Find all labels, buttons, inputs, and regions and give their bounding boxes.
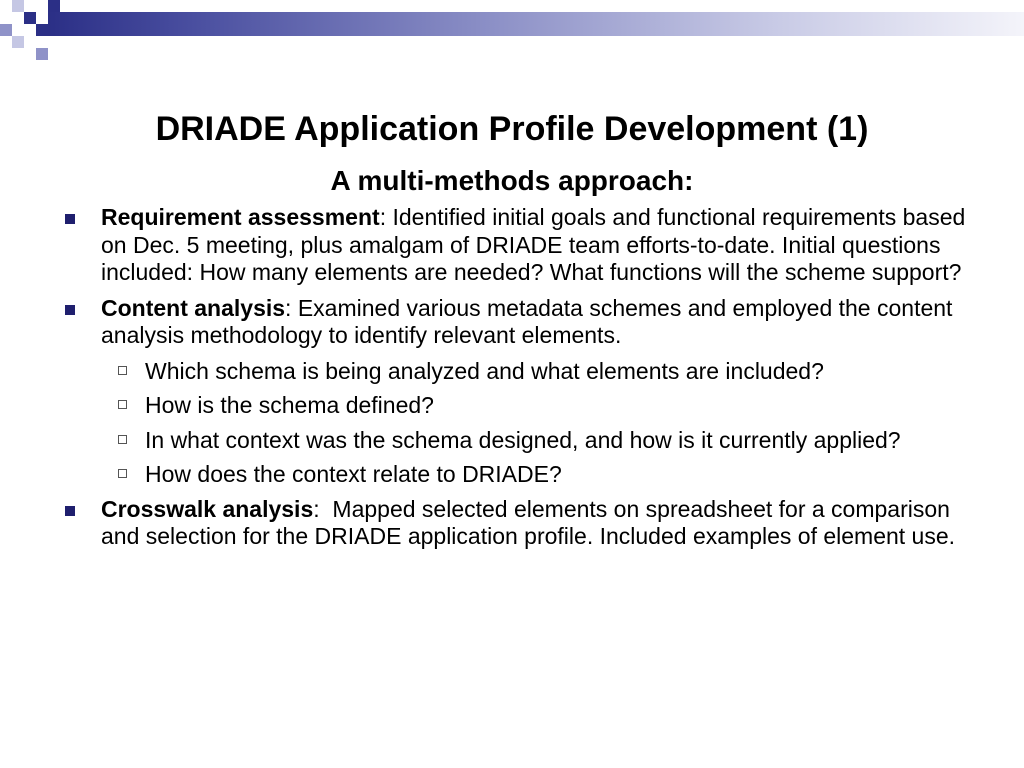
banner-square [12,36,24,48]
decorative-banner [0,0,1024,64]
bullet-crosswalk-analysis [60,496,970,551]
square-bullet-icon [65,214,75,224]
slide-subtitle: A multi-methods approach: [330,165,694,196]
banner-square [48,0,60,12]
sub-bullet-list [60,358,970,489]
slide-title: DRIADE Application Profile Development (1) [155,110,869,148]
bullet-text: Identified initial goals and functional requirements based on Dec. 5 meeting, plus amalgam of DRIADE team efforts-to-date. Initial questions included: How many elements are needed? What functions will the scheme support? [101,204,966,285]
sub-bullet [60,392,970,420]
sub-bullet-text: In what context was the schema designed, and how is it currently applied? [145,426,901,453]
bullet-text: Examined various metadata schemes and employed the content analysis methodology to identify relevant elements. [101,294,953,348]
banner-square [0,24,12,36]
bullet-lead: Requirement assessment [101,204,380,230]
square-bullet-icon [65,506,75,516]
banner-square [12,0,24,12]
banner-gradient-bar [48,12,1024,36]
banner-square [36,24,48,36]
bullet-list [60,204,970,559]
sub-bullet-text: How is the schema defined? [145,392,434,418]
banner-square [24,12,36,24]
bullet-lead: Content analysis [101,294,286,321]
sub-bullet-text: Which schema is being analyzed and what elements are included? [145,357,824,384]
hollow-square-bullet-icon [118,435,127,444]
bullet-requirement-assessment [60,204,970,287]
hollow-square-bullet-icon [118,366,127,375]
bullet-text: Mapped selected elements on spreadsheet for a comparison and selection for the DRIADE application profile. Included examples of element use. [101,495,956,549]
bullet-separator: : [313,495,333,522]
sub-bullet-text: How does the context relate to DRIADE? [145,461,562,487]
bullet-lead: Crosswalk analysis [101,495,314,522]
sub-bullet [60,358,970,386]
square-bullet-icon [65,305,75,315]
hollow-square-bullet-icon [118,469,127,478]
bullet-separator: : [379,204,393,230]
sub-bullet [60,461,970,489]
bullet-content-analysis [60,295,970,350]
hollow-square-bullet-icon [118,400,127,409]
banner-square [36,48,48,60]
bullet-separator: : [285,294,298,321]
sub-bullet [60,427,970,455]
